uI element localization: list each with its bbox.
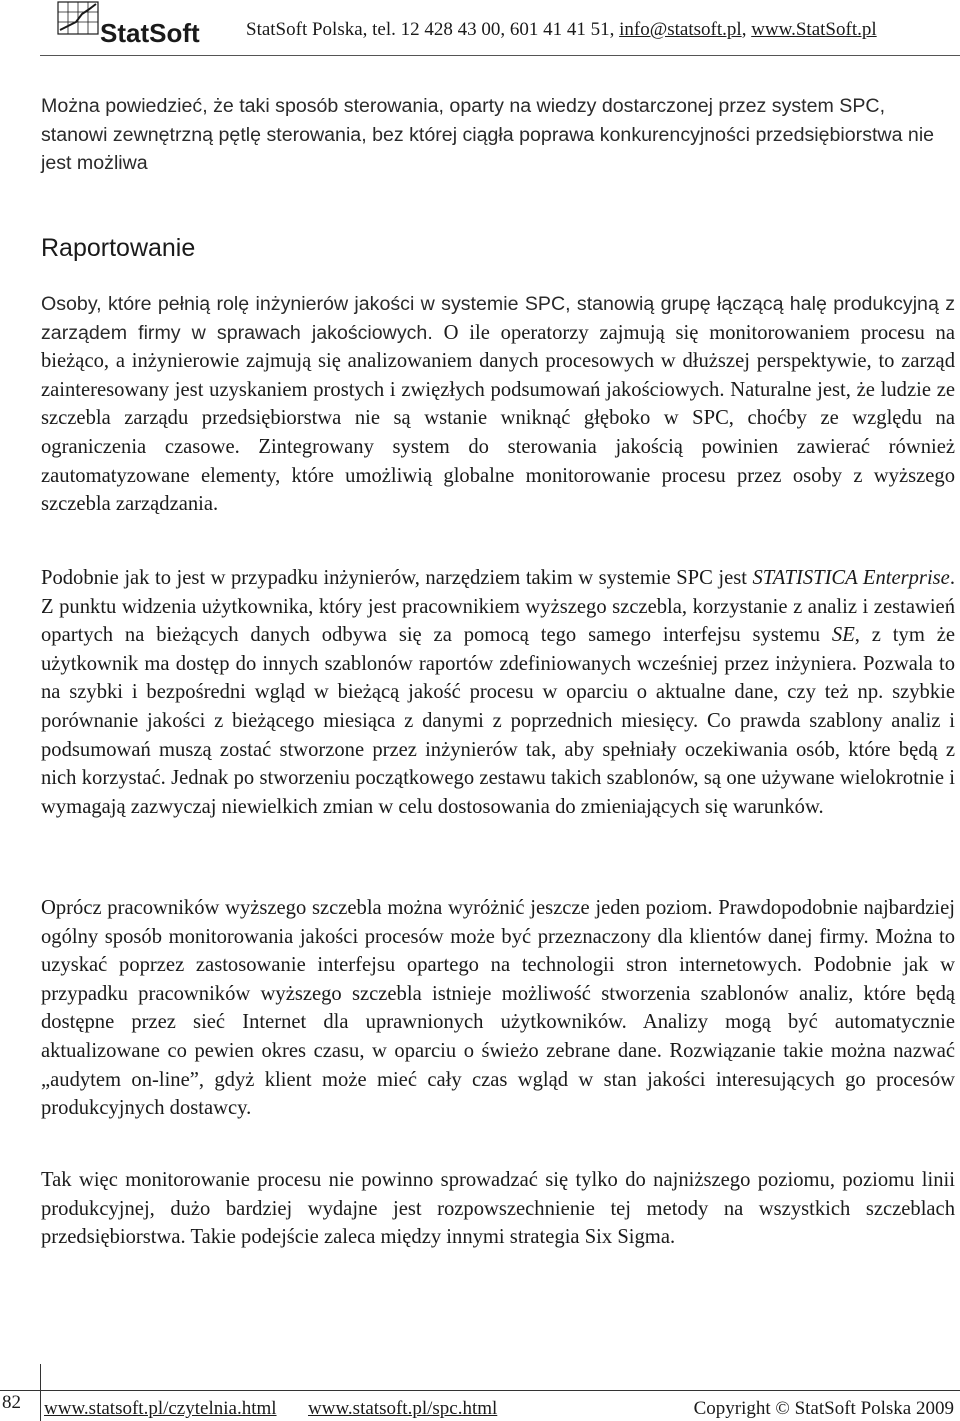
- header-divider: [40, 55, 960, 56]
- website-link[interactable]: www.StatSoft.pl: [751, 19, 877, 40]
- product-name: STATISTICA Enterprise: [752, 567, 950, 589]
- logo-wordmark: StatSoft: [100, 18, 200, 48]
- contact-text: StatSoft Polska, tel. 12 428 43 00, 601 41 41 51,: [246, 19, 615, 40]
- article-body: [41, 92, 955, 1249]
- page-number: 82: [2, 1392, 21, 1413]
- paragraph-2-start: Podobnie jak to jest w przypadku inżynierów, narzędziem takim w systemie SPC jest: [41, 567, 753, 589]
- paragraph-3: Oprócz pracowników wyższego szczebla można wyróżnić jeszcze jeden poziom. Prawdopodobnie najbardziej ogólny sposób monitorowania jakości procesów może być przeznaczony dla klientów danej firmy. Można to uzyskać poprzez zastosowanie interfejsu opartego na technologii stron internetowych. Podobnie jak w przypadku pracowników wyższego szczebla istnieje możliwość stworzenia szablonów analiz, które będą dostępne przez sieć Internet dla uprawnionych użytkowników. Analizy mogą być automatycznie aktualizowane co pewien okres czasu, w oparciu o świeżo zebrane dane. Rozwiązanie takie można nazwać „audytem on-line”, gdyż klient może mieć cały czas wgląd w stan jakości interesujących go procesów produkcyjnych dostawcy.: [41, 897, 955, 1120]
- copyright-notice: Copyright © StatSoft Polska 2009: [693, 1398, 954, 1419]
- se-abbrev: SE: [831, 624, 855, 647]
- email-link[interactable]: info@statsoft.pl: [619, 19, 742, 40]
- paragraph-1-lead: Osoby, które pełnią rolę inżynierów jakości w systemie SPC, stanowią grupę łączącą halę produkcyjną z zarządem firmy w sprawach jakościowych.: [41, 293, 955, 344]
- paragraph-1: [41, 290, 955, 519]
- footer-vertical-rule: [40, 1364, 41, 1421]
- paragraph-4: Tak więc monitorowanie procesu nie powinno sprowadzać się tylko do najniższego poziomu, poziomu linii produkcyjnej, dużo bardziej wydajne jest rozpowszechnienie tej metody na wszystkich szczeblach przedsiębiorstwa. Takie podejście zaleca między innymi strategia Six Sigma.: [41, 1169, 955, 1249]
- contact-separator: ,: [741, 19, 747, 40]
- paragraph-1-body: O ile operatorzy zajmują się monitorowaniem procesu na bieżąco, a inżynierowie zajmują się analizowaniem danych procesowych w dłuższej perspektywie, to zarząd zainteresowany jest uzyskaniem prostych i zwięzłych podsumowań jakościowych. Naturalne jest, że ludzie ze szczebla zarządu przedsiębiorstwa nie są wstanie wniknąć głęboko w SPC, choćby ze względu na ograniczenia czasowe. Zintegrowany system do sterowania jakością powinien zawierać również zautomatyzowane elementy, które umożliwią globalne monitorowanie procesu przez osoby z wyższego szczebla zarządzania.: [41, 321, 955, 516]
- contact-line: [246, 19, 877, 41]
- page-header: [0, 0, 960, 62]
- paragraph-2: [41, 564, 955, 821]
- footer-link-czytelnia[interactable]: www.statsoft.pl/czytelnia.html: [44, 1398, 277, 1419]
- section-heading: Raportowanie: [41, 234, 196, 262]
- paragraph-2-middle: . Z punktu widzenia użytkownika, który jest pracownikiem wyższego szczebla, korzystanie z analiz i zestawień opartych na bieżących danych odbywa się za pomocą tego samego interfejsu systemu: [41, 567, 955, 647]
- footer-link-spc[interactable]: www.statsoft.pl/spc.html: [308, 1398, 498, 1419]
- statsoft-logo: [52, 0, 237, 52]
- paragraph-2-end: , z tym że użytkownik ma dostęp do innych szablonów raportów zdefiniowanych wcześniej przez inżyniera. Pozwala to na szybki i bezpośredni wgląd w bieżącą jakość procesu w oparciu o aktualne dane, czy też np. szybkie porównanie jakości z bieżącego miesiąca z danymi z poprzednich miesięcy. Co prawda szablony analiz i podsumowań muszą zostać stworzone przez inżynierów tak, aby spełniały oczekiwania osób, które będą z nich korzystać. Jednak po stworzeniu początkowego zestawu takich szablonów, są one używane wielokrotnie i wymagają zazwyczaj niewielkich zmian w celu dostosowania do zmieniających się warunków.: [41, 624, 955, 818]
- footer-divider: [0, 1390, 960, 1391]
- intro-paragraph: Można powiedzieć, że taki sposób sterowania, oparty na wiedzy dostarczonej przez system SPC, stanowi zewnętrzną pętlę sterowania, bez której ciągła poprawa konkurencyjności przedsiębiorstwa nie jest możliwa: [41, 95, 935, 175]
